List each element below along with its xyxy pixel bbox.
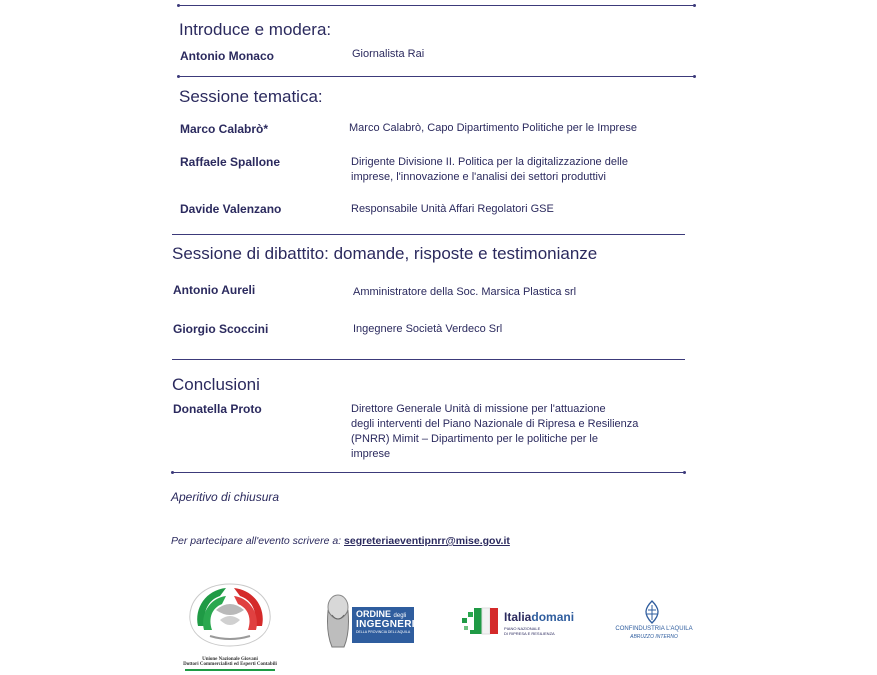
speaker-role: Direttore Generale Unità di missione per l'attuazione degli interventi del Piano Nazionale di Ripresa e Resilienza (PNRR) Mimit – Dipartimento per le politiche per le imprese	[351, 403, 639, 460]
contact-line: Per partecipare all'evento scrivere a: segreteriaeventipnrr@mise.gov.it	[171, 535, 510, 547]
closing-note: Aperitivo di chiusura	[171, 490, 280, 504]
speaker-role: Giornalista Rai	[352, 48, 425, 60]
contact-prefix: Per partecipare all'evento scrivere a	[171, 535, 339, 547]
leonardo-portrait-icon	[322, 593, 354, 648]
speaker-name: Giorgio Scoccini	[173, 322, 269, 336]
logo-confindustria: CONFINDUSTRIA L'AQUILA ABRUZZO INTERNO	[608, 600, 700, 644]
ungdcec-underline	[185, 669, 275, 671]
speaker-name: Antonio Aureli	[173, 283, 256, 297]
section-title-conclusioni: Conclusioni	[172, 375, 260, 394]
speaker-name: Donatella Proto	[173, 402, 262, 416]
speaker-name: Antonio Monaco	[180, 49, 274, 63]
divider	[172, 234, 685, 235]
logo-ordine-ingegneri	[322, 593, 422, 648]
section-title-introduce: Introduce e modera:	[179, 20, 332, 39]
speaker-role: Responsabile Unità Affari Regolatori GSE	[351, 203, 554, 215]
email-link[interactable]: segreteriaeventipnrr@mise.gov.it	[344, 535, 510, 547]
italiadomani-brand: Italiadomani	[504, 610, 575, 624]
section-title-dibattito: Sessione di dibattito: domande, risposte e testimonianze	[172, 244, 598, 263]
speaker-name: Raffaele Spallone	[180, 155, 281, 169]
speaker-role: Ingegnere Società Verdeco Srl	[353, 323, 503, 335]
section-title-sessione-tematica: Sessione tematica:	[179, 87, 323, 106]
divider	[172, 359, 685, 360]
ordine-badge: ORDINE degli INGEGNERI DELLA PROVINCIA DELL'AQUILA	[352, 607, 414, 643]
divider	[178, 5, 695, 6]
ungdcec-emblem-icon	[180, 580, 280, 650]
speaker-role: Amministratore della Soc. Marsica Plastica srl	[353, 286, 577, 298]
confindustria-emblem-icon	[640, 600, 664, 624]
divider	[172, 472, 685, 473]
logo-ungdcec	[180, 580, 280, 665]
divider	[178, 76, 695, 77]
ungdcec-line1: Unione Nazionale Giovani	[202, 657, 258, 662]
speaker-role: Dirigente Divisione II. Politica per la digitalizzazione delle imprese, l'innovazione e l'analisi dei settori produttivi	[351, 156, 628, 183]
speaker-name: Davide Valenzano	[180, 202, 282, 216]
speaker-name: Marco Calabrò*	[180, 122, 269, 136]
speaker-role: Marco Calabrò, Capo Dipartimento Politiche per le Imprese	[349, 122, 637, 134]
logo-italiadomani: Italiadomani PIANO NAZIONALE DI RIPRESA E RESILIENZA	[460, 604, 585, 640]
italiadomani-flag-icon	[460, 604, 500, 638]
ungdcec-line2: Dottori Commercialisti ed Esperti Contabili	[183, 662, 277, 667]
